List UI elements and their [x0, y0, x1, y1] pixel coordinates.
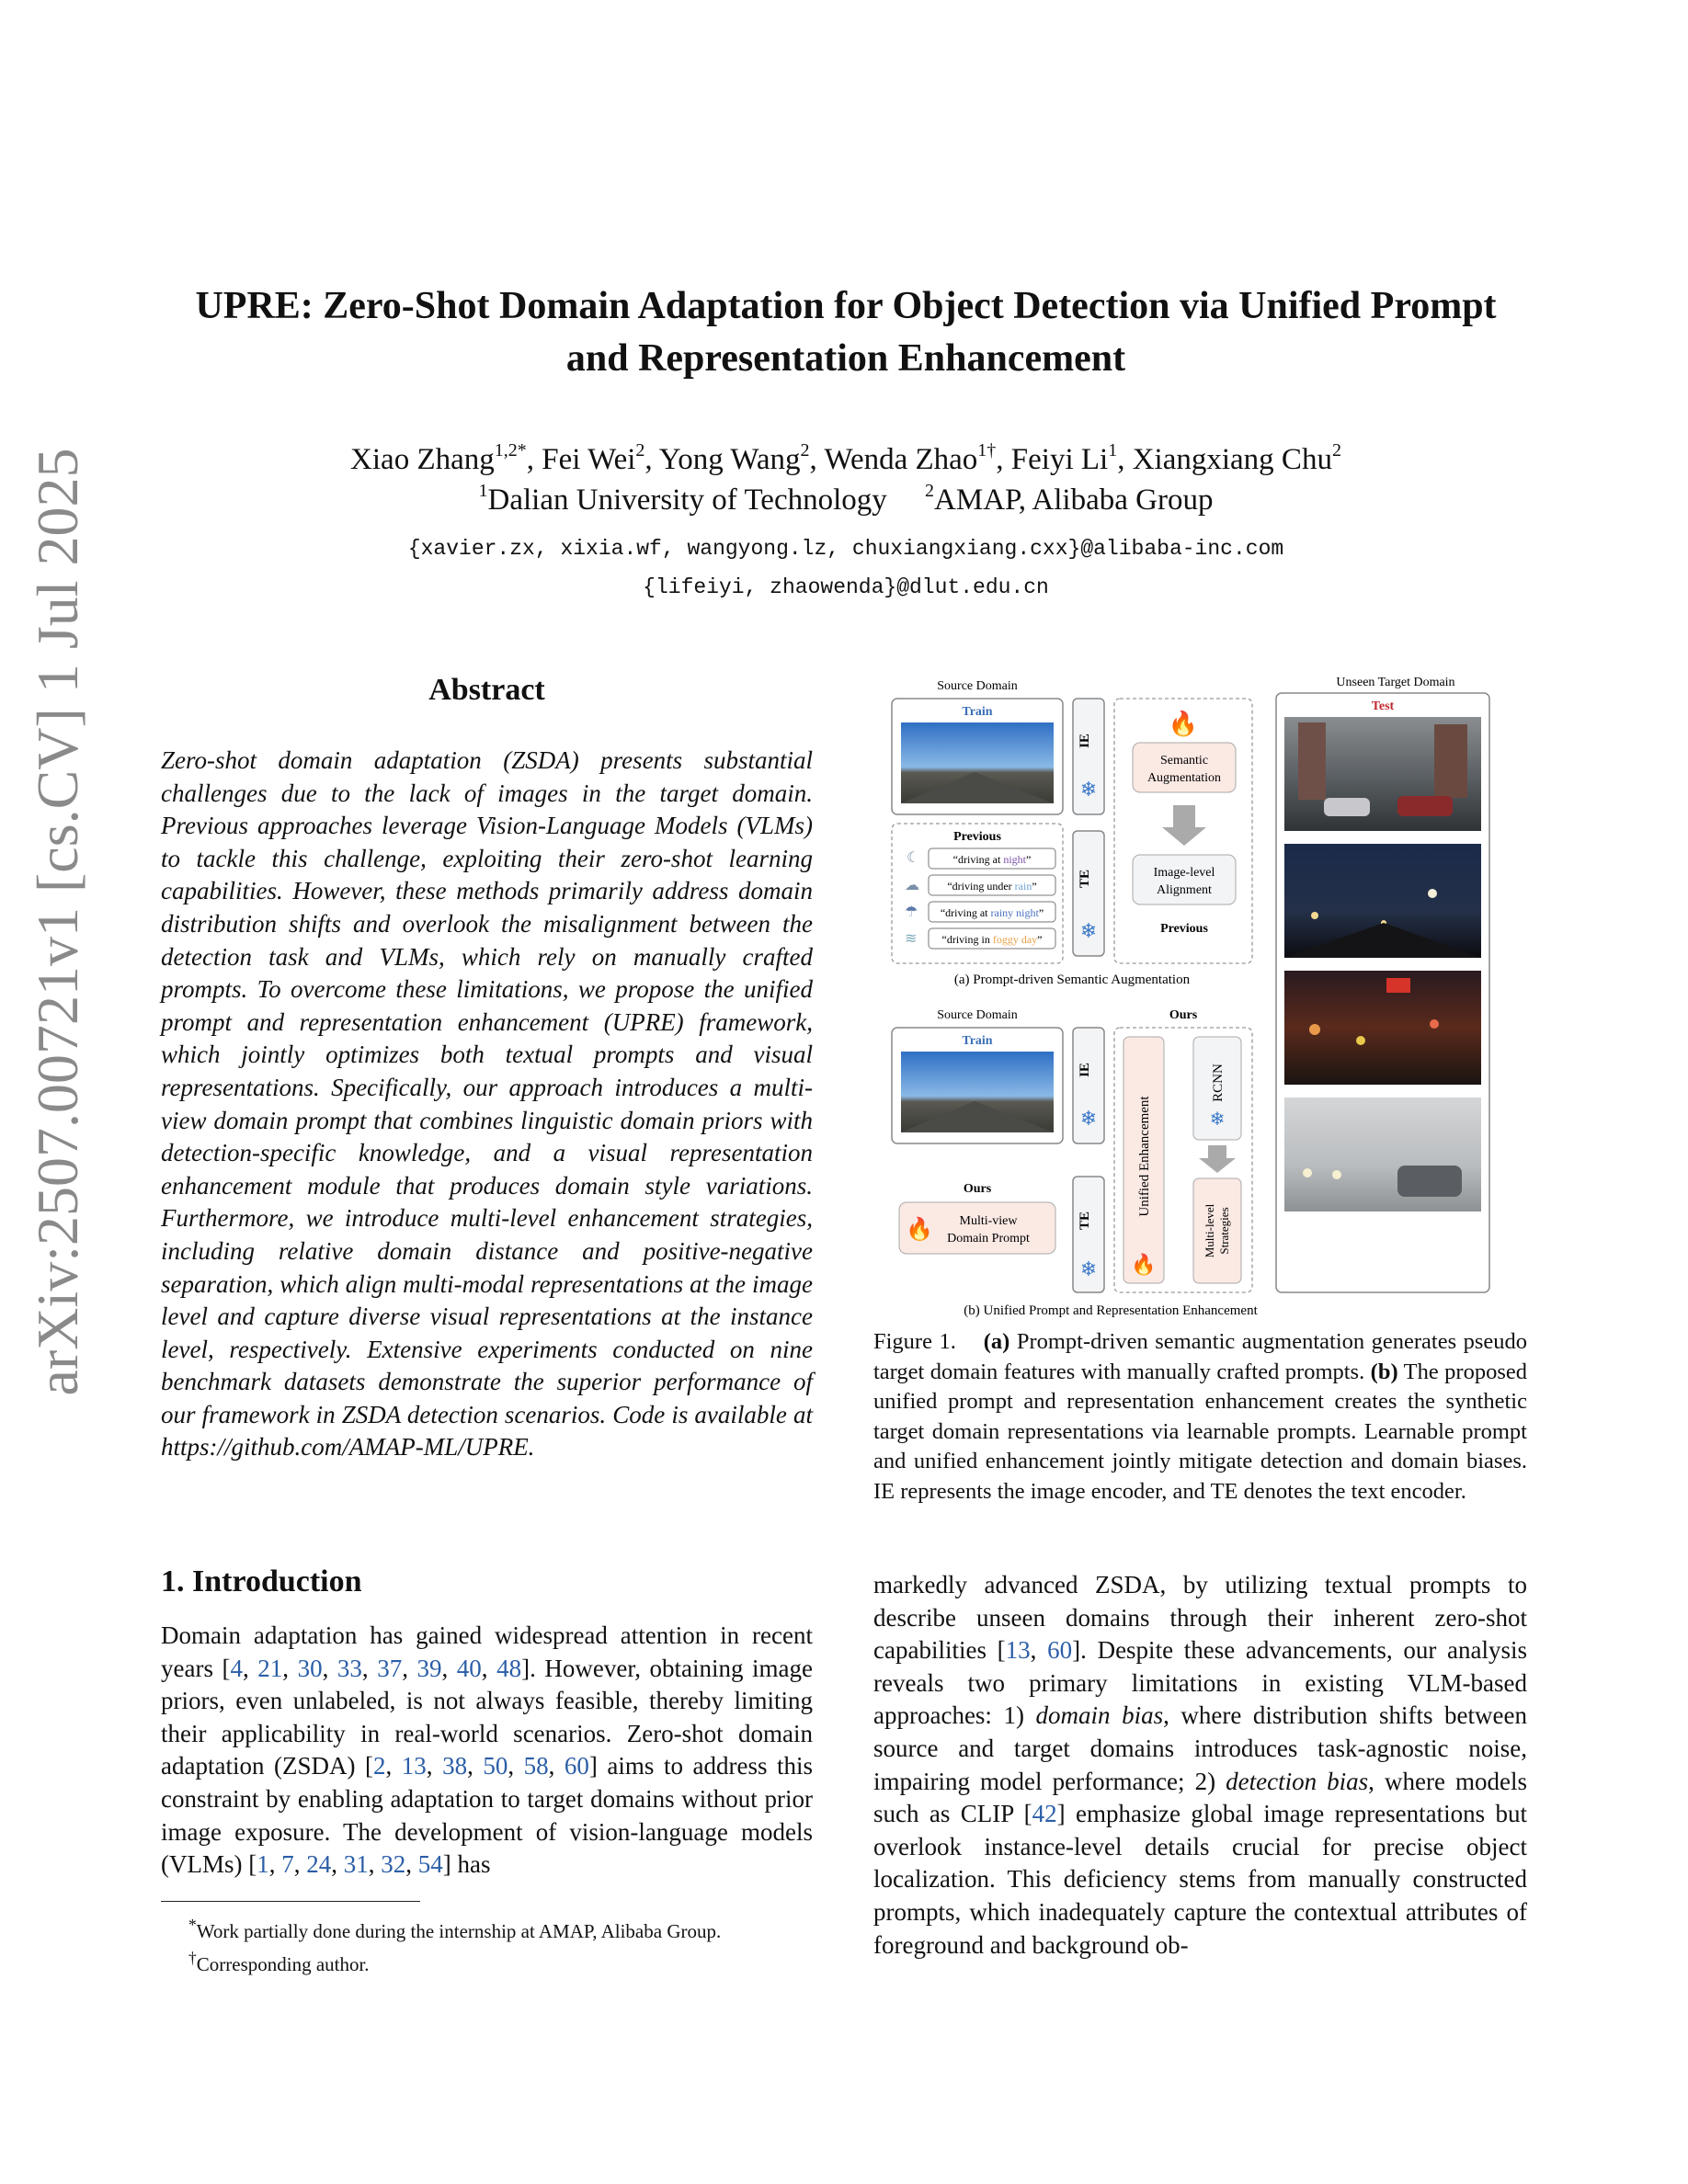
citation-link[interactable]: 42 — [1032, 1800, 1057, 1828]
a-prompt-2-c: ” — [1032, 880, 1037, 893]
b-unified-enhancement-label: Unified Enhancement — [1137, 1096, 1152, 1217]
body-text-run: , — [467, 1752, 484, 1780]
a-ie-frozen-icon: ❄ — [1079, 778, 1098, 801]
rain-cloud-icon: ☁ — [905, 878, 919, 893]
caption-b-marker: (b) — [1370, 1359, 1398, 1384]
body-text-run: , — [405, 1850, 418, 1879]
footnote-1-mark: * — [188, 1916, 197, 1934]
citation-link[interactable]: 4 — [230, 1654, 243, 1682]
a-prompt-2-b: rain — [1014, 880, 1032, 893]
night-cloud-icon: ☾ — [907, 850, 920, 866]
b-ie-frozen-icon: ❄ — [1079, 1107, 1098, 1130]
author-block — [138, 439, 1554, 520]
author-affiliation-sup: 1 — [1108, 440, 1118, 461]
affil-1: Dalian University of Technology — [487, 483, 887, 517]
author-separator: , — [1117, 443, 1133, 476]
b-multi-level-line-2: Strategies — [1217, 1207, 1231, 1255]
paper-title-line-2: and Representation Enhancement — [565, 337, 1126, 380]
body-text-run: ] emphasize global image representations but overlook instance-level details crucial for precise object localization. This deficiency stems from manually constructed prompts, which inadequately capture the contextual attributes of foreground and background ob- — [873, 1800, 1527, 1959]
a-prompt-3-b: rainy night — [990, 906, 1039, 919]
a-prompt-2-a: “driving under — [947, 880, 1015, 893]
subcaption-a: (a) Prompt-driven Semantic Augmentation — [953, 973, 1191, 987]
citation-link[interactable]: 1 — [257, 1850, 269, 1879]
emphasis-text: domain bias — [1035, 1701, 1164, 1730]
affil-2-sup: 2 — [925, 481, 935, 501]
body-text-run: , — [282, 1654, 298, 1682]
footnote-2-mark: † — [188, 1949, 197, 1967]
body-text-run: , — [481, 1654, 497, 1682]
b-rcnn-frozen-icon: ❄ — [1209, 1109, 1226, 1130]
body-text-run: , — [548, 1752, 565, 1780]
citation-link[interactable]: 24 — [306, 1850, 332, 1879]
target-image-rain — [1284, 717, 1481, 831]
author-name: Wenda Zhao — [824, 443, 978, 476]
b-ie-label: IE — [1078, 1063, 1092, 1077]
footnote-1 — [161, 1912, 813, 1945]
b-ours-heading: Ours — [963, 1182, 992, 1196]
caption-a-text: Prompt-driven semantic augmentation generates pseudo target domain features with manually crafted prompts. — [873, 1329, 1527, 1384]
a-image-level-line-1: Image-level — [1153, 866, 1215, 880]
target-image-foggy — [1284, 1098, 1481, 1211]
b-train-label: Train — [962, 1034, 993, 1048]
rainy-night-icon: ☂ — [905, 904, 918, 920]
footnotes — [161, 1912, 813, 1978]
author-separator: , — [644, 443, 659, 476]
a-prompt-1-a: “driving at — [952, 853, 1004, 866]
author-affiliation-sup: 2 — [635, 440, 645, 461]
a-prompt-4-a: “driving in — [941, 933, 993, 946]
body-text-run: ] has — [442, 1850, 491, 1879]
a-source-domain-label: Source Domain — [937, 679, 1018, 693]
author-affiliation-sup: 1† — [977, 440, 997, 461]
body-text-run: , — [331, 1850, 344, 1879]
body-text-run: , — [426, 1752, 443, 1780]
author-name: Xiangxiang Chu — [1132, 443, 1332, 476]
b-mv-prompt-line-2: Domain Prompt — [947, 1232, 1030, 1246]
body-text-run: , — [361, 1654, 378, 1682]
affil-1-sup: 1 — [478, 481, 488, 501]
body-text-run: , — [293, 1850, 307, 1879]
citation-link[interactable]: 48 — [496, 1654, 522, 1682]
affiliations — [138, 480, 1554, 520]
a-te-label: TE — [1078, 869, 1092, 889]
body-text-run: , — [243, 1654, 258, 1682]
citation-link[interactable]: 13 — [401, 1752, 427, 1780]
author-affiliation-sup: 2 — [1331, 440, 1341, 461]
b-source-domain-label: Source Domain — [937, 1008, 1018, 1022]
email-line-2[interactable]: {lifeiyi, zhaowenda}@dlut.edu.cn — [643, 575, 1049, 599]
author-name: Fei Wei — [542, 443, 636, 476]
arxiv-stamp: arXiv:2507.00721v1 [cs.CV] 1 Jul 2025 — [25, 448, 90, 1396]
citation-link[interactable]: 39 — [416, 1654, 442, 1682]
body-text-run: ]. Despite these advancements, our analysis reveals two primary limitations in existing VLM-based approaches: 1) — [873, 1636, 1528, 1730]
svg-text:“driving in foggy day” — [942, 933, 1043, 946]
citation-link[interactable]: 58 — [523, 1752, 549, 1780]
b-te-frozen-icon: ❄ — [1079, 1257, 1098, 1280]
body-text-run: markedly advanced ZSDA, by utilizing textual prompts to describe unseen domains through their inherent zero-shot capabilities [ — [873, 1571, 1527, 1665]
author-name: Yong Wang — [658, 443, 801, 476]
a-prompt-1-b: night — [1003, 853, 1026, 866]
abstract-text: Zero-shot domain adaptation (ZSDA) presents substantial challenges due to the lack of images in the target domain. Previous approaches leverage Vision-Language Models (VLMs) to tackle this challenge, exploiting their zero-shot learning capabilities. However, these methods primarily address domain distribution shifts and overlook the misalignment between the detection task and VLMs, which rely on manually crafted prompts. To overcome these limitations, we propose the unified prompt and representation enhancement (UPRE) framework, which jointly optimizes both textual prompts and visual representations. Specifically, our approach introduces a multi-view domain prompt that combines linguistic domain priors with detection-specific knowledge, and a visual representation enhancement module that produces domain style variations. Furthermore, we introduce multi-level enhancement strategies, including relative domain distance and positive-negative separation, which align multi-modal representations at the image level and capture diverse visual representations at the instance level, respectively. Extensive experiments conducted on nine benchmark datasets demonstrate the superior performance of our framework in ZSDA detection scenarios. Code is available at https://github.com/AMAP-ML/UPRE. — [161, 746, 813, 1462]
abstract-heading: Abstract — [428, 673, 545, 707]
body-text-run: ] aims to address this constraint by enabling adaptation to target domains without prior image exposure. The development of vision-language models (VLMs) [ — [161, 1752, 813, 1879]
affil-2: AMAP, Alibaba Group — [934, 483, 1214, 517]
citation-link[interactable]: 13 — [1005, 1636, 1031, 1665]
unseen-target-label: Unseen Target Domain — [1336, 676, 1455, 689]
author-affiliation-sup: 1,2* — [494, 440, 527, 461]
caption-b-text: The proposed unified prompt and representation enhancement creates the synthetic target domain representations via learnable prompts. Learnable prompt and unified enhancement jointly mitigate detection and domain biases. IE represents the image encoder, and TE denotes the text encoder. — [873, 1359, 1527, 1504]
citation-link[interactable]: 38 — [442, 1752, 468, 1780]
citation-link[interactable]: 60 — [1047, 1636, 1073, 1665]
a-prompt-4-b: foggy day — [992, 933, 1038, 946]
author-separator: , — [996, 443, 1011, 476]
a-te-frozen-icon: ❄ — [1079, 919, 1098, 942]
citation-link[interactable]: 50 — [483, 1752, 508, 1780]
caption-a-marker: (a) — [983, 1329, 1010, 1354]
b-mv-prompt-line-1: Multi-view — [959, 1214, 1018, 1228]
a-ie-label: IE — [1078, 734, 1092, 748]
target-image-rainy-night — [1284, 971, 1481, 1085]
author-separator: , — [526, 443, 542, 476]
a-prompt-4-c: ” — [1037, 933, 1043, 946]
b-prompt-flame-icon: 🔥 — [906, 1218, 933, 1242]
caption-label: Figure 1. — [873, 1329, 956, 1354]
citation-link[interactable]: 54 — [417, 1850, 443, 1879]
paper-title-line-1: UPRE: Zero-Shot Domain Adaptation for Object Detection via Unified Prompt — [195, 285, 1497, 327]
a-flame-icon: 🔥 — [1168, 711, 1199, 737]
body-text-run: , — [322, 1654, 337, 1682]
citation-link[interactable]: 7 — [281, 1850, 294, 1879]
figure-1 — [883, 669, 1517, 1317]
body-text-run: , where models such as CLIP [ — [873, 1767, 1528, 1828]
citation-link[interactable]: 32 — [381, 1850, 406, 1879]
figure-1-caption — [873, 1327, 1527, 1507]
footnote-2 — [161, 1945, 813, 1978]
author-affiliation-sup: 2 — [800, 440, 810, 461]
citation-link[interactable]: 33 — [336, 1654, 362, 1682]
a-previous-heading: Previous — [953, 830, 1001, 844]
citation-link[interactable]: 21 — [257, 1654, 283, 1682]
body-text-run: , where distribution shifts between source and target domains introduces task-agnostic noise, impairing model performance; 2) — [873, 1701, 1527, 1795]
intro-right-column — [873, 1569, 1527, 1962]
author-name: Xiao Zhang — [350, 443, 495, 476]
citation-link[interactable]: 37 — [377, 1654, 403, 1682]
citation-link[interactable]: 30 — [297, 1654, 323, 1682]
author-list — [138, 439, 1554, 480]
b-enhancement-flame-icon: 🔥 — [1131, 1253, 1157, 1276]
fog-icon: ≋ — [905, 931, 918, 947]
body-text-run: , — [385, 1752, 402, 1780]
figure-1-diagram — [883, 669, 1517, 1317]
b-rcnn-label: RCNN — [1211, 1064, 1226, 1102]
svg-text:“driving at night” — [953, 853, 1032, 866]
citation-link[interactable]: 60 — [564, 1752, 589, 1780]
a-prompt-1-c: ” — [1026, 853, 1032, 866]
a-semantic-aug-line-2: Augmentation — [1146, 771, 1222, 785]
b-multi-level-line-1: Multi-level — [1203, 1203, 1216, 1258]
intro-left-column — [161, 1620, 813, 1882]
author-separator: , — [809, 443, 825, 476]
svg-text:“driving under rain” — [947, 880, 1036, 893]
body-text-run: , — [1030, 1636, 1048, 1665]
footnote-rule — [161, 1901, 420, 1902]
intro-heading: 1. Introduction — [161, 1564, 362, 1598]
body-text-run: ]. However, obtaining image priors, even unlabeled, is not always feasible, thereby limiting their applicability in real-world scenarios. Zero-shot domain adaptation (ZSDA) [ — [161, 1654, 814, 1780]
author-name: Feiyi Li — [1010, 443, 1109, 476]
a-prompt-3-a: “driving at — [940, 906, 991, 919]
footnote-2-text: Corresponding author. — [196, 1953, 370, 1975]
a-train-label: Train — [962, 705, 993, 719]
a-image-level-line-2: Alignment — [1157, 883, 1212, 897]
a-previous-label: Previous — [1160, 922, 1208, 936]
body-text-run: , — [268, 1850, 282, 1879]
target-image-night — [1284, 844, 1481, 958]
b-te-label: TE — [1078, 1211, 1092, 1231]
svg-text:“driving at rainy night” — [941, 906, 1044, 919]
footnote-1-text: Work partially done during the internship at AMAP, Alibaba Group. — [196, 1920, 722, 1942]
a-prompt-3-c: ” — [1038, 906, 1044, 919]
emphasis-text: detection bias — [1226, 1767, 1369, 1795]
citation-link[interactable]: 31 — [343, 1850, 369, 1879]
body-text-run: , — [508, 1752, 524, 1780]
citation-link[interactable]: 40 — [456, 1654, 482, 1682]
a-semantic-aug-line-1: Semantic — [1159, 754, 1209, 768]
paper-title — [138, 280, 1554, 385]
body-text-run: , — [368, 1850, 382, 1879]
body-text-run: Domain adaptation has gained widespread attention in recent years [ — [161, 1621, 813, 1682]
email-line-1[interactable]: {xavier.zx, xixia.wf, wangyong.lz, chuxiangxiang.cxx}@alibaba-inc.com — [407, 537, 1284, 561]
citation-link[interactable]: 2 — [373, 1752, 386, 1780]
body-text-run: , — [441, 1654, 457, 1682]
email-block — [138, 529, 1554, 607]
test-label: Test — [1371, 700, 1395, 713]
b-ours-label: Ours — [1169, 1008, 1198, 1022]
a-prompt-1 — [907, 848, 1055, 869]
subcaption-b: (b) Unified Prompt and Representation Enhancement — [964, 1303, 1258, 1317]
body-text-run: , — [402, 1654, 417, 1682]
